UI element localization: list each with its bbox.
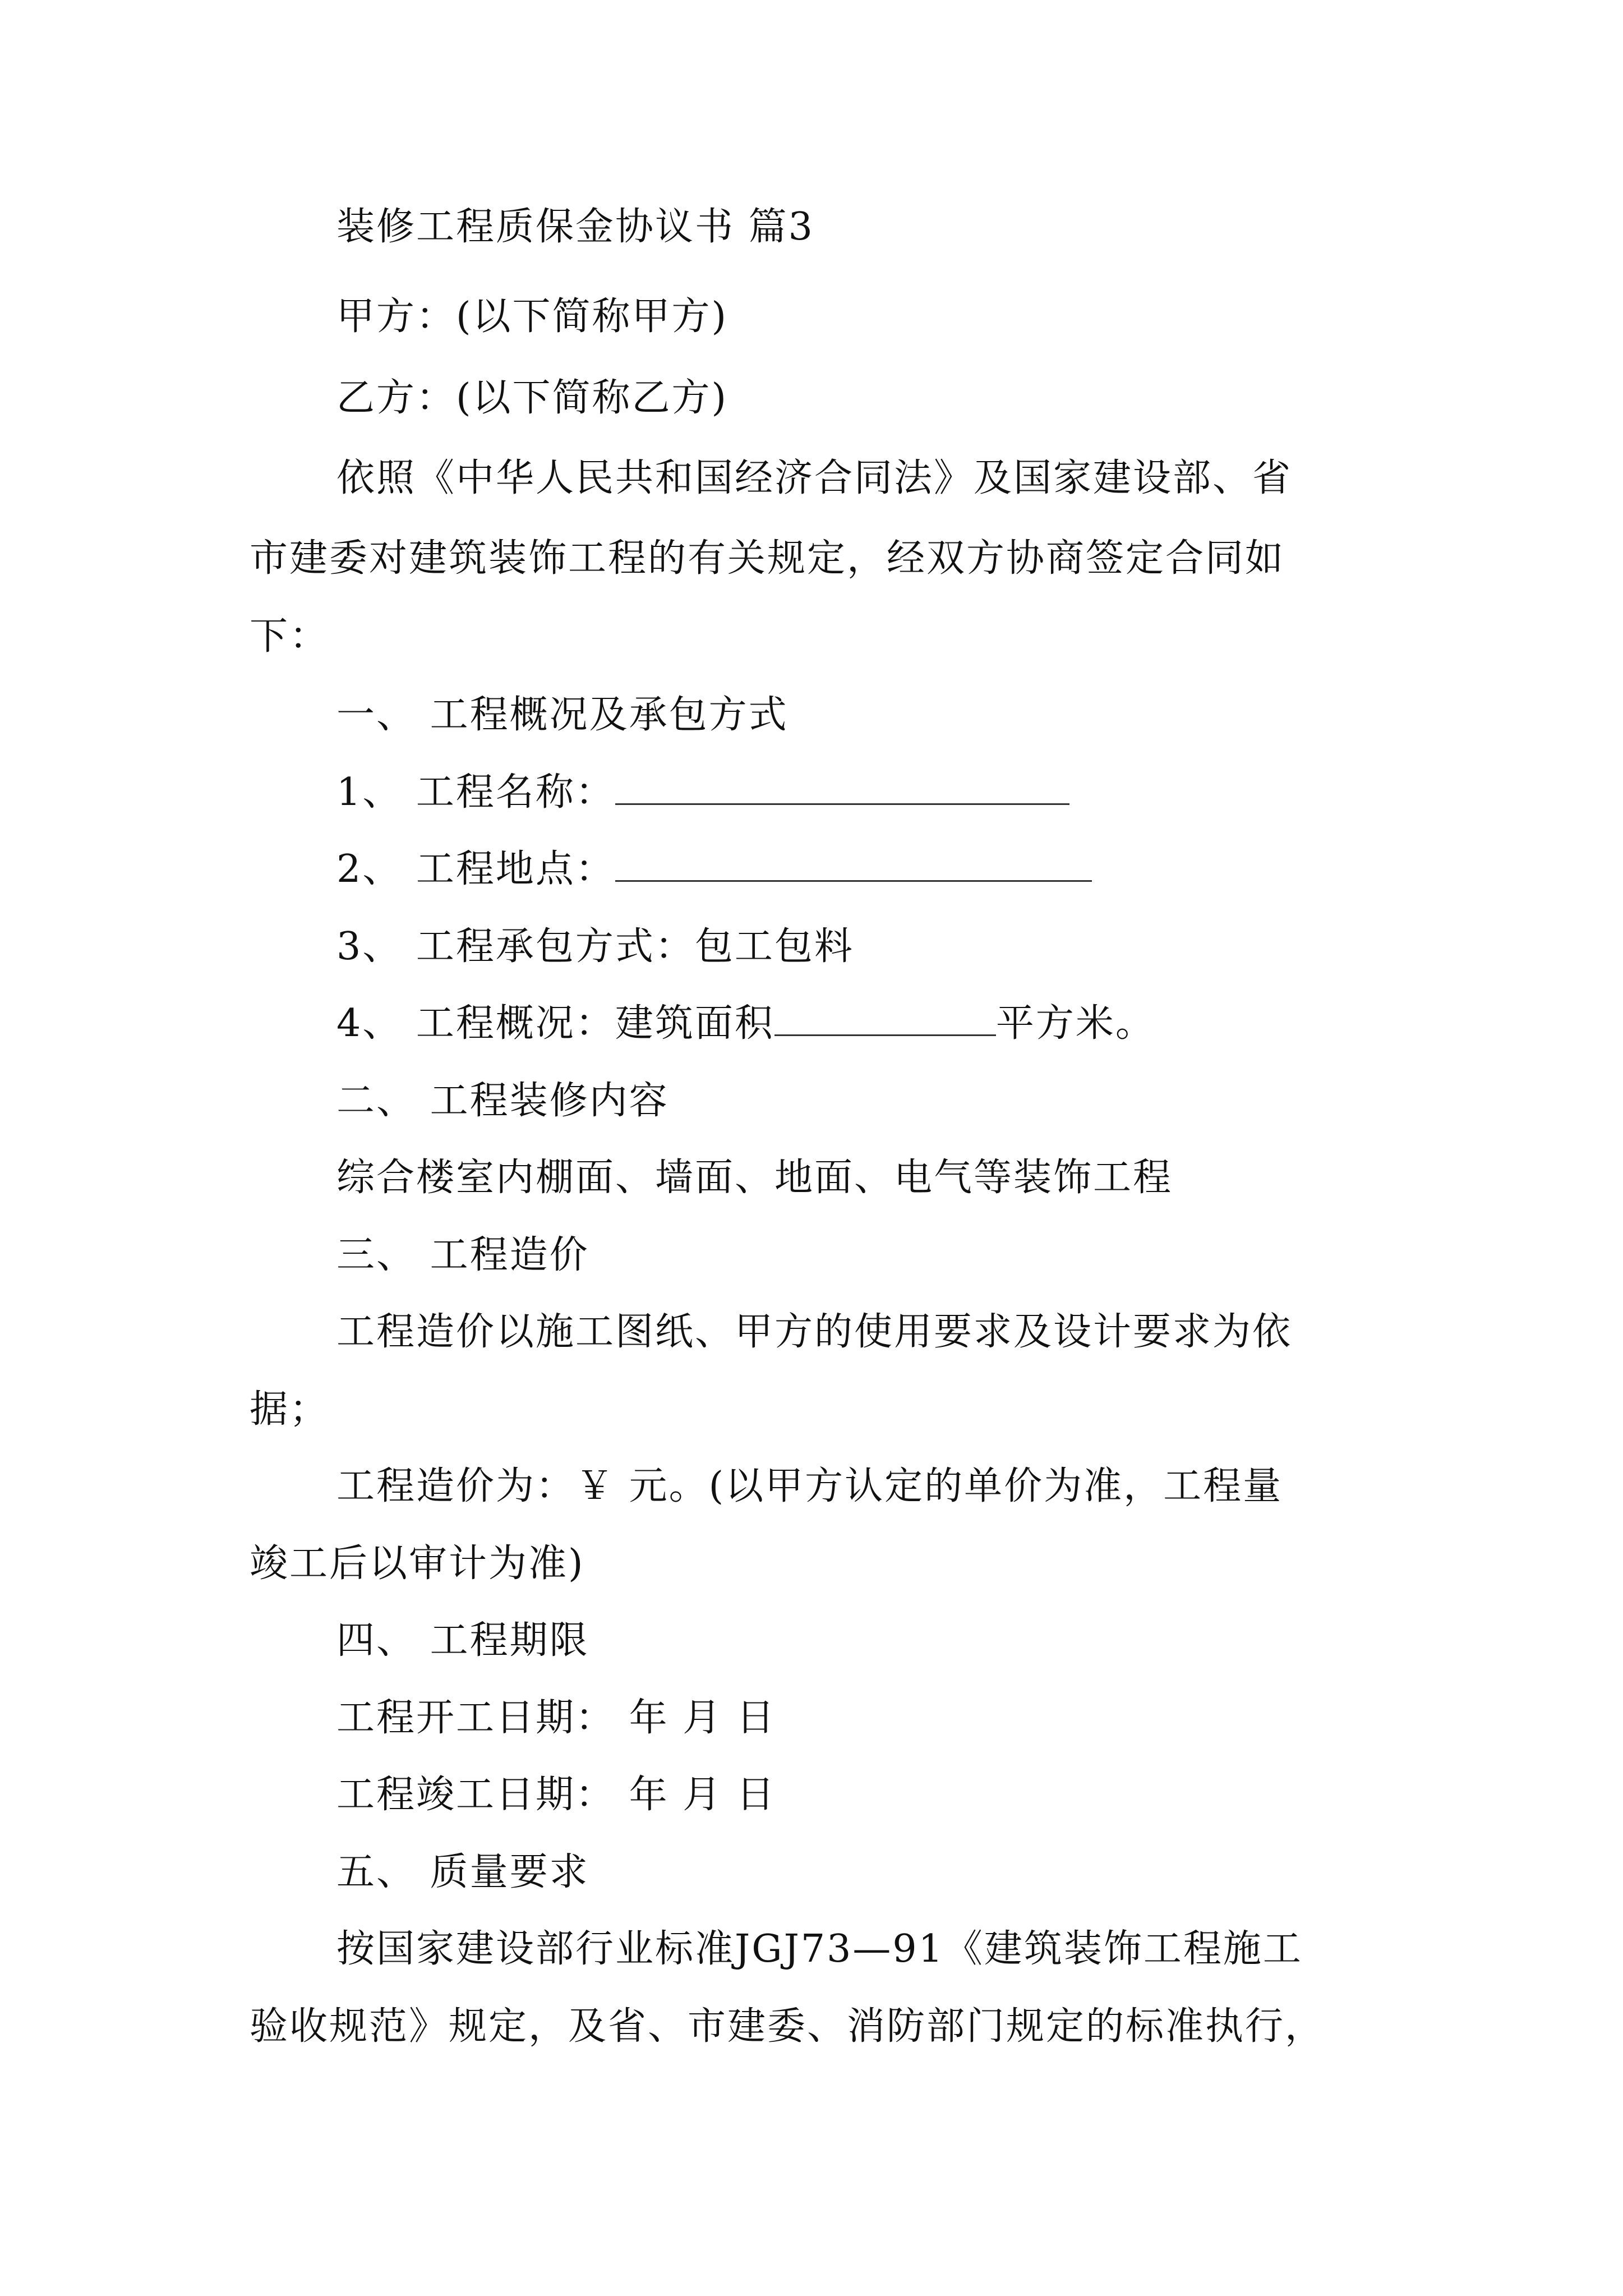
preamble-line-1: 依照《中华人民共和国经济合同法》及国家建设部、省 bbox=[336, 456, 1293, 500]
section-1-heading: 一、 工程概况及承包方式 bbox=[336, 693, 789, 737]
item-4-line bbox=[336, 999, 1155, 1049]
quality-line-1: 按国家建设部行业标准JGJ73—91《建筑装饰工程施工 bbox=[336, 1927, 1303, 1971]
item-1-line bbox=[336, 767, 1069, 818]
section-5-heading: 五、 质量要求 bbox=[336, 1850, 589, 1894]
section-3-heading: 三、 工程造价 bbox=[336, 1233, 589, 1277]
item-3-line: 3、 工程承包方式：包工包料 bbox=[336, 924, 854, 969]
section-2-heading: 二、 工程装修内容 bbox=[336, 1079, 669, 1123]
project-location-blank bbox=[615, 845, 1092, 882]
preamble-line-2: 市建委对建筑装饰工程的有关规定，经双方协商签定合同如 bbox=[250, 536, 1285, 581]
cost-line-2: 竣工后以审计为准) bbox=[250, 1542, 585, 1586]
project-name-blank bbox=[615, 769, 1069, 805]
item-4-label: 4、 工程概况：建筑面积 bbox=[336, 1001, 774, 1046]
item-2-line bbox=[336, 844, 1092, 895]
party-b-line: 乙方：(以下简称乙方) bbox=[336, 376, 728, 420]
start-date-line: 工程开工日期： 年 月 日 bbox=[336, 1696, 776, 1740]
end-date-line: 工程竣工日期： 年 月 日 bbox=[336, 1773, 776, 1817]
cost-basis-line-1: 工程造价以施工图纸、甲方的使用要求及设计要求为依 bbox=[336, 1310, 1293, 1354]
cost-line-1: 工程造价为：￥ 元。(以甲方认定的单价为准，工程量 bbox=[336, 1464, 1283, 1508]
decoration-content-line: 综合楼室内棚面、墙面、地面、电气等装饰工程 bbox=[336, 1156, 1173, 1200]
party-a-line: 甲方：(以下简称甲方) bbox=[336, 295, 728, 339]
item-1-label: 1、 工程名称： bbox=[336, 770, 615, 815]
section-4-heading: 四、 工程期限 bbox=[336, 1618, 589, 1663]
cost-basis-line-2: 据； bbox=[250, 1387, 330, 1432]
quality-line-2: 验收规范》规定，及省、市建委、消防部门规定的标准执行， bbox=[250, 2004, 1325, 2049]
building-area-blank bbox=[774, 1000, 996, 1036]
preamble-line-3: 下： bbox=[250, 614, 330, 659]
item-2-label: 2、 工程地点： bbox=[336, 847, 615, 891]
item-4-unit: 平方米。 bbox=[995, 1001, 1155, 1046]
document-title: 装修工程质保金协议书 篇3 bbox=[336, 205, 814, 249]
